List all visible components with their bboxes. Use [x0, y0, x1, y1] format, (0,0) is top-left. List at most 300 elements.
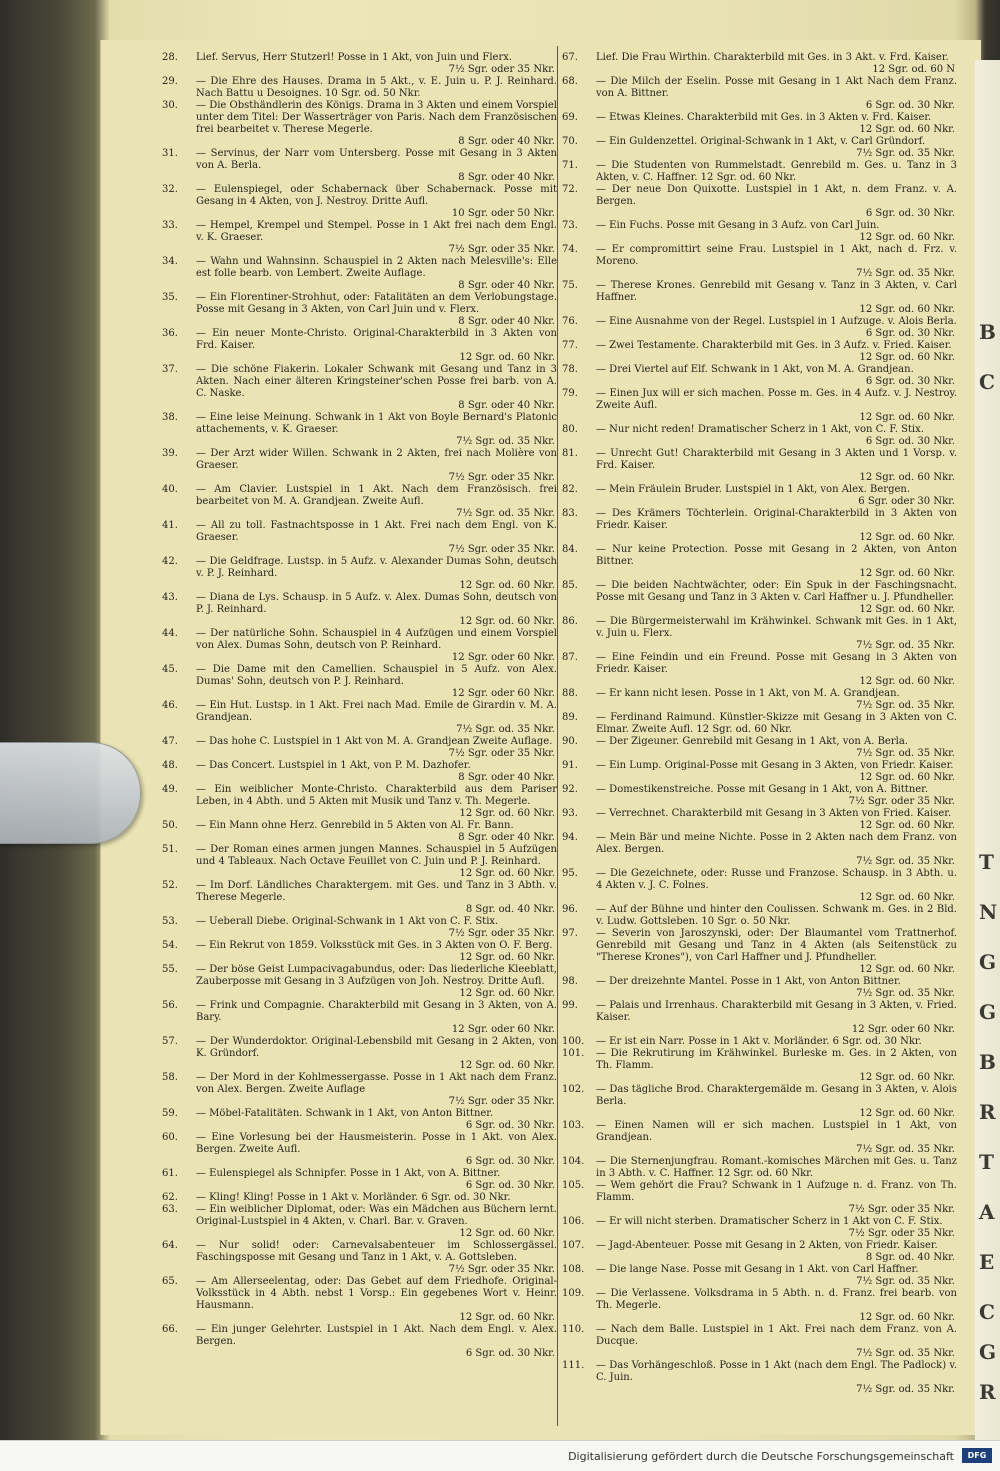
entry-number: 32. [162, 184, 178, 195]
entry-text: — Jagd-Abenteuer. Posse mit Gesang in 2 Akten, von Friedr. Kaiser. [596, 1240, 938, 1251]
strip-glyph: T [979, 850, 994, 874]
entry-number: 33. [162, 220, 178, 231]
entry-number: 110. [562, 1324, 585, 1335]
catalog-entry [162, 484, 557, 520]
entry-price: 7½ Sgr. oder 35 Nkr. [448, 544, 555, 555]
entry-price: 7½ Sgr. oder 35 Nkr. [448, 64, 555, 75]
entry-price: 7½ Sgr. od. 35 Nkr. [456, 724, 555, 735]
catalog-entry [562, 1216, 957, 1240]
entry-price: 7½ Sgr. oder 35 Nkr. [448, 1264, 555, 1275]
entry-text: Lief. Die Frau Wirthin. Charakterbild mit Ges. in 3 Akt. v. Frd. Kaiser. [596, 52, 949, 63]
entry-text: — Das hohe C. Lustspiel in 1 Akt von M. A. Grandjean Zweite Auflage. [196, 736, 553, 747]
entry-number: 58. [162, 1072, 178, 1083]
catalog-entry [562, 136, 957, 160]
catalog-entry [162, 76, 557, 100]
entry-number: 61. [162, 1168, 178, 1179]
entry-price: 10 Sgr. oder 50 Nkr. [451, 208, 555, 219]
entry-price: 8 Sgr. oder 40 Nkr. [458, 136, 555, 147]
entry-number: 56. [162, 1000, 178, 1011]
catalog-entry [162, 220, 557, 256]
catalog-entry [562, 448, 957, 484]
catalog-entry [562, 1264, 957, 1288]
catalog-entry [162, 100, 557, 148]
entry-text: — Ein Fuchs. Posse mit Gesang in 3 Aufz. von Carl Juin. [596, 220, 880, 231]
entry-number: 60. [162, 1132, 178, 1143]
catalog-entry [562, 1120, 957, 1156]
catalog-entry [162, 448, 557, 484]
catalog-entry [562, 784, 957, 808]
catalog-entry [562, 1000, 957, 1036]
entry-number: 102. [562, 1084, 585, 1095]
catalog-entry [562, 280, 957, 316]
entry-text: — Unrecht Gut! Charakterbild mit Gesang in 3 Akten und 1 Vorsp. v. Frd. Kaiser. [596, 448, 957, 471]
entry-price: 6 Sgr. od. 30 Nkr. [865, 100, 955, 111]
entry-price: 7½ Sgr. od. 35 Nkr. [456, 508, 555, 519]
entry-text: — Die Sternenjungfrau. Romant.-komisches Märchen mit Ges. u. Tanz in 3 Abth. v. C. Haffner. 12 Sgr. od. 60 Nkr. [596, 1156, 957, 1179]
catalog-entry [562, 652, 957, 688]
entry-text: — Er will nicht sterben. Dramatischer Scherz in 1 Akt von C. F. Stix. [596, 1216, 943, 1227]
entry-number: 28. [162, 52, 178, 63]
entry-text: — Hempel, Krempel und Stempel. Posse in 1 Akt frei nach dem Engl. v. K. Graeser. [196, 220, 557, 243]
entry-text: — Am Allerseelentag, oder: Das Gebet auf dem Friedhofe. Original-Volksstück in 4 Abth. nebst 1 Vorsp.: Ein gegebenes Wort v. Heinr. Hausmann. [196, 1276, 557, 1311]
entry-text: — Die Rekrutirung im Krähwinkel. Burleske m. Ges. in 2 Akten, von Th. Flamm. [596, 1048, 957, 1071]
entry-price: 8 Sgr. oder 40 Nkr. [458, 772, 555, 783]
entry-number: 85. [562, 580, 578, 591]
entry-price: 12 Sgr. od. 60 N [872, 64, 955, 75]
entry-text: — Der natürliche Sohn. Schauspiel in 4 Aufzügen und einem Vorspiel von Alex. Dumas Sohn, deutsch von P. Reinhard. [196, 628, 557, 651]
catalog-entry [562, 364, 957, 388]
catalog-entry [162, 1132, 557, 1168]
catalog-entry [162, 628, 557, 664]
entry-text: — Nur solid! oder: Carnevalsabenteuer im Schlossergässel. Faschingsposse mit Gesang und Tanz in 1 Akt, v. A. Gottsleben. [196, 1240, 557, 1263]
entry-price: 7½ Sgr. od. 35 Nkr. [856, 748, 955, 759]
entry-price: 7½ Sgr. oder 35 Nkr. [448, 928, 555, 939]
entry-text: — Das Vorhängeschloß. Posse in 1 Akt (nach dem Engl. The Padlock) v. C. Juin. [596, 1360, 957, 1383]
entry-number: 42. [162, 556, 178, 567]
entry-number: 87. [562, 652, 578, 663]
catalog-entry [562, 1240, 957, 1264]
entry-number: 70. [562, 136, 578, 147]
entry-text: — Die Ehre des Hauses. Drama in 5 Akt., v. E. Juin u. P. J. Reinhard. Nach Battu u Desoignes. 10 Sgr. od. 50 Nkr. [196, 76, 557, 99]
entry-price: 8 Sgr. oder 40 Nkr. [458, 172, 555, 183]
entry-price: 12 Sgr. od. 60 Nkr. [459, 988, 555, 999]
entry-text: — Die schöne Fiakerin. Lokaler Schwank mit Gesang und Tanz in 3 Akten. Nach einer älteren Kringsteiner'schen Posse frei barb. von A. C. Naske. [196, 364, 557, 399]
entry-text: — Mein Fräulein Bruder. Lustspiel in 1 Akt, von Alex. Bergen. [596, 484, 911, 495]
entry-text: — Die Geldfrage. Lustsp. in 5 Aufz. v. Alexander Dumas Sohn, deutsch v. P. J. Reinhard. [196, 556, 557, 579]
entry-number: 82. [562, 484, 578, 495]
entry-price: 12 Sgr. od. 60 Nkr. [859, 892, 955, 903]
entry-price: 12 Sgr. oder 60 Nkr. [451, 652, 555, 663]
entry-number: 40. [162, 484, 178, 495]
catalog-entry [562, 1288, 957, 1324]
entry-price: 12 Sgr. oder 60 Nkr. [451, 688, 555, 699]
catalog-entry [562, 220, 957, 244]
catalog-entry [562, 1084, 957, 1120]
strip-glyph: A [979, 1200, 995, 1224]
entry-price: 12 Sgr. od. 60 Nkr. [459, 952, 555, 963]
catalog-entry [162, 964, 557, 1000]
entry-text: — Diana de Lys. Schausp. in 5 Aufz. v. Alex. Dumas Sohn, deutsch von P. J. Reinhard. [196, 592, 557, 615]
catalog-entry [162, 184, 557, 220]
entry-text: — Therese Krones. Genrebild mit Gesang v. Tanz in 3 Akten, v. Carl Haffner. [596, 280, 957, 303]
dfg-logo: DFG [962, 1448, 992, 1463]
entry-text: — Der Wunderdoktor. Original-Lebensbild mit Gesang in 2 Akten, von K. Gründorf. [196, 1036, 557, 1059]
entry-number: 99. [562, 1000, 578, 1011]
entry-text: — Die lange Nase. Posse mit Gesang in 1 Akt. von Carl Haffner. [596, 1264, 919, 1275]
entry-text: — Kling! Kling! Posse in 1 Akt v. Morländer. 6 Sgr. od. 30 Nkr. [196, 1192, 511, 1203]
catalog-entry [162, 700, 557, 736]
entry-price: 12 Sgr. od. 60 Nkr. [459, 580, 555, 591]
entry-price: 12 Sgr. oder 60 Nkr. [451, 1024, 555, 1035]
entry-price: 12 Sgr. od. 60 Nkr. [859, 304, 955, 315]
entry-number: 95. [562, 868, 578, 879]
entry-text: — Ein Mann ohne Herz. Genrebild in 5 Akten von Al. Fr. Bann. [196, 820, 514, 831]
entry-number: 37. [162, 364, 178, 375]
entry-text: — Eine leise Meinung. Schwank in 1 Akt von Boyle Bernard's Platonic attachements, v. K. Graeser. [196, 412, 557, 435]
catalog-entry [162, 520, 557, 556]
entry-number: 30. [162, 100, 178, 111]
entry-price: 7½ Sgr. od. 35 Nkr. [856, 1348, 955, 1359]
entry-text: — Einen Namen will er sich machen. Lustspiel in 1 Akt, von Grandjean. [596, 1120, 957, 1143]
strip-glyph: E [979, 1250, 995, 1274]
entry-text: — Er ist ein Narr. Posse in 1 Akt v. Morländer. 6 Sgr. od. 30 Nkr. [596, 1036, 922, 1047]
entry-text: Lief. Servus, Herr Stutzerl! Posse in 1 Akt, von Juin und Flerx. [196, 52, 513, 63]
entry-number: 53. [162, 916, 178, 927]
entry-text: — Zwei Testamente. Charakterbild mit Ges. in 3 Aufz. v. Fried. Kaiser. [596, 340, 952, 351]
entry-number: 41. [162, 520, 178, 531]
entry-number: 101. [562, 1048, 585, 1059]
entry-text: — Eine Vorlesung bei der Hausmeisterin. Posse in 1 Akt. von Alex. Bergen. Zweite Aufl. [196, 1132, 557, 1155]
entry-number: 67. [562, 52, 578, 63]
entry-price: 7½ Sgr. od. 35 Nkr. [856, 1384, 955, 1395]
entry-price: 6 Sgr. od. 30 Nkr. [465, 1156, 555, 1167]
entry-price: 6 Sgr. od. 30 Nkr. [465, 1348, 555, 1359]
entry-price: 6 Sgr. od. 30 Nkr. [865, 208, 955, 219]
entry-text: — Möbel-Fatalitäten. Schwank in 1 Akt, von Anton Bittner. [196, 1108, 494, 1119]
entry-number: 94. [562, 832, 578, 843]
entry-text: — Severin von Jaroszynski, oder: Der Blaumantel vom Trattnerhof. Genrebild mit Gesang und Tanz in 4 Akten (als Seitenstück zu "Therese Krones"), von Carl Haffner und J. Pfundheller. [596, 928, 957, 963]
entry-price: 6 Sgr. od. 30 Nkr. [465, 1180, 555, 1191]
entry-text: — Im Dorf. Ländliches Charaktergem. mit Ges. und Tanz in 3 Abth. v. Therese Megerle. [196, 880, 557, 903]
bookmark-tab [0, 742, 141, 844]
entry-price: 8 Sgr. oder 40 Nkr. [458, 400, 555, 411]
catalog-entry [162, 760, 557, 784]
catalog-entry [562, 76, 957, 112]
catalog-entry [162, 292, 557, 328]
strip-glyph: C [979, 370, 995, 394]
catalog-entry [162, 844, 557, 880]
entry-price: 8 Sgr. od. 40 Nkr. [465, 904, 555, 915]
catalog-entry [162, 592, 557, 628]
entry-text: — Ein Lump. Original-Posse mit Gesang in 3 Akten, von Friedr. Kaiser. [596, 760, 954, 771]
catalog-entry [562, 976, 957, 1000]
entry-price: 7½ Sgr. oder 35 Nkr. [448, 244, 555, 255]
catalog-entry [562, 928, 957, 976]
entry-number: 45. [162, 664, 178, 675]
entry-price: 6 Sgr. od. 30 Nkr. [865, 376, 955, 387]
entry-text: — Eine Feindin und ein Freund. Posse mit Gesang in 3 Akten von Friedr. Kaiser. [596, 652, 957, 675]
entry-price: 6 Sgr. od. 30 Nkr. [465, 1120, 555, 1131]
entry-price: 12 Sgr. od. 60 Nkr. [859, 1108, 955, 1119]
catalog-entry [162, 1240, 557, 1276]
right-column [562, 52, 957, 1396]
entry-text: — Der Mord in der Kohlmessergasse. Posse in 1 Akt nach dem Franz. von Alex. Bergen. Zweite Auflage [196, 1072, 557, 1095]
catalog-entry [162, 412, 557, 448]
entry-price: 7½ Sgr. oder 35 Nkr. [448, 472, 555, 483]
entry-number: 63. [162, 1204, 178, 1215]
entry-number: 107. [562, 1240, 585, 1251]
entry-text: — Einen Jux will er sich machen. Posse m. Ges. in 4 Aufz. v. J. Nestroy. Zweite Aufl. [596, 388, 957, 411]
entry-text: — Die Dame mit den Camellien. Schauspiel in 5 Aufz. von Alex. Dumas' Sohn, deutsch von P. J. Reinhard. [196, 664, 557, 687]
entry-price: 6 Sgr. oder 30 Nkr. [858, 496, 955, 507]
strip-glyph: B [979, 1050, 996, 1074]
entry-text: — Ein Rekrut von 1859. Volksstück mit Ges. in 3 Akten von O. F. Berg. [196, 940, 553, 951]
entry-price: 12 Sgr. od. 60 Nkr. [859, 676, 955, 687]
entry-text: — Der böse Geist Lumpacivagabundus, oder: Das liederliche Kleeblatt, Zauberposse mit Gesang in 3 Aufzügen von Joh. Nestroy. Dritte Aufl. [196, 964, 557, 987]
entry-text: — Domestikenstreiche. Posse mit Gesang in 1 Akt, von A. Bittner. [596, 784, 929, 795]
catalog-entry [562, 712, 957, 736]
entry-number: 103. [562, 1120, 585, 1131]
catalog-entry [162, 364, 557, 412]
entry-price: 12 Sgr. od. 60 Nkr. [859, 1072, 955, 1083]
entry-text: — Wahn und Wahnsinn. Schauspiel in 2 Akten nach Melesville's: Elle est folle bearb. von Lembert. Zweite Auflage. [196, 256, 557, 279]
catalog-entry [162, 664, 557, 700]
entry-text: — Mein Bär und meine Nichte. Posse in 2 Akten nach dem Franz. von Alex. Bergen. [596, 832, 957, 855]
entry-price: 12 Sgr. od. 60 Nkr. [859, 472, 955, 483]
column-divider [557, 46, 558, 1426]
entry-text: — Die Milch der Eselin. Posse mit Gesang in 1 Akt Nach dem Franz. von A. Bittner. [596, 76, 957, 99]
entry-number: 84. [562, 544, 578, 555]
entry-price: 12 Sgr. od. 60 Nkr. [859, 772, 955, 783]
entry-text: — Des Krämers Töchterlein. Original-Charakterbild in 3 Akten von Friedr. Kaiser. [596, 508, 957, 531]
entry-price: 7½ Sgr. oder 35 Nkr. [448, 1096, 555, 1107]
catalog-entry [562, 316, 957, 340]
entry-number: 88. [562, 688, 578, 699]
catalog-entry [162, 784, 557, 820]
entry-text: — Ein Florentiner-Strohhut, oder: Fatalitäten an dem Verlobungstage. Posse mit Gesang in 3 Akten, von Carl Juin und v. Flerx. [196, 292, 557, 315]
entry-number: 50. [162, 820, 178, 831]
entry-price: 12 Sgr. od. 60 Nkr. [459, 1060, 555, 1071]
entry-price: 7½ Sgr. od. 35 Nkr. [856, 856, 955, 867]
entry-text: — Die Verlassene. Volksdrama in 5 Abth. n. d. Franz. frei bearb. von Th. Megerle. [596, 1288, 957, 1311]
catalog-entry [562, 484, 957, 508]
entry-price: 12 Sgr. od. 60 Nkr. [859, 232, 955, 243]
entry-price: 12 Sgr. od. 60 Nkr. [459, 868, 555, 879]
catalog-entry [162, 880, 557, 916]
entry-text: — Das tägliche Brod. Charaktergemälde m. Gesang in 3 Akten, v. Alois Berla. [596, 1084, 957, 1107]
catalog-entry [562, 388, 957, 424]
entry-number: 34. [162, 256, 178, 267]
entry-price: 6 Sgr. od. 30 Nkr. [865, 328, 955, 339]
entry-number: 80. [562, 424, 578, 435]
entry-text: — Ueberall Diebe. Original-Schwank in 1 Akt von C. F. Stix. [196, 916, 499, 927]
adjacent-page-strip [975, 60, 1000, 1440]
entry-text: — Ein weiblicher Diplomat, oder: Was ein Mädchen aus Büchern lernt. Original-Lustspiel in 4 Akten, v. Charl. Bar. v. Graven. [196, 1204, 557, 1227]
catalog-entry [562, 868, 957, 904]
strip-glyph: G [979, 1000, 997, 1024]
entry-number: 73. [562, 220, 578, 231]
entry-price: 12 Sgr. od. 60 Nkr. [859, 412, 955, 423]
catalog-entry [562, 508, 957, 544]
entry-number: 79. [562, 388, 578, 399]
catalog-entry [162, 1276, 557, 1324]
entry-text: — Die Gezeichnete, oder: Russe und Franzose. Schausp. in 3 Abth. u. 4 Akten v. J. C. Folnes. [596, 868, 957, 891]
strip-glyph: N [979, 900, 998, 924]
entry-text: — Nur nicht reden! Dramatischer Scherz in 1 Akt, von C. F. Stix. [596, 424, 924, 435]
entry-text: — Der neue Don Quixotte. Lustspiel in 1 Akt, n. dem Franz. v. A. Bergen. [596, 184, 957, 207]
footer-credit: Digitalisierung gefördert durch die Deutsche Forschungsgemeinschaft [568, 1450, 954, 1463]
catalog-entry [162, 736, 557, 760]
entry-text: — Ferdinand Raimund. Künstler-Skizze mit Gesang in 3 Akten von C. Elmar. Zweite Aufl. 12 Sgr. od. 60 Nkr. [596, 712, 957, 735]
entry-number: 52. [162, 880, 178, 891]
catalog-entry [162, 1204, 557, 1240]
catalog-entry [162, 328, 557, 364]
entry-price: 12 Sgr. od. 60 Nkr. [859, 820, 955, 831]
entry-number: 62. [162, 1192, 178, 1203]
entry-text: — Servinus, der Narr vom Untersberg. Posse mit Gesang in 3 Akten von A. Berla. [196, 148, 557, 171]
entry-number: 29. [162, 76, 178, 87]
entry-price: 7½ Sgr. od. 35 Nkr. [856, 988, 955, 999]
strip-glyph: B [979, 320, 996, 344]
entry-price: 8 Sgr. od. 40 Nkr. [865, 1252, 955, 1263]
catalog-entry [562, 688, 957, 712]
entry-number: 55. [162, 964, 178, 975]
catalog-entry [562, 112, 957, 136]
catalog-entry [562, 52, 957, 76]
catalog-entry [162, 556, 557, 592]
catalog-entry [162, 1000, 557, 1036]
entry-number: 106. [562, 1216, 585, 1227]
entry-text: — Drei Viertel auf Elf. Schwank in 1 Akt, von M. A. Grandjean. [596, 364, 914, 375]
entry-text: — Die Obsthändlerin des Königs. Drama in 3 Akten und einem Vorspiel unter dem Titel: Der Wasserträger von Paris. Nach dem Französischen frei bearbeitet v. Therese Megerle. [196, 100, 557, 135]
entry-number: 31. [162, 148, 178, 159]
strip-glyph: R [979, 1380, 996, 1404]
entry-text: — Eine Ausnahme von der Regel. Lustspiel in 1 Aufzuge. v. Alois Berla. [596, 316, 957, 327]
left-column [162, 52, 557, 1360]
entry-number: 65. [162, 1276, 178, 1287]
entry-price: 7½ Sgr. oder 35 Nkr. [848, 1204, 955, 1215]
entry-number: 81. [562, 448, 578, 459]
entry-text: — Eulenspiegel, oder Schabernack über Schabernack. Posse mit Gesang in 4 Akten, von J. Nestroy. Dritte Aufl. [196, 184, 557, 207]
catalog-entry [562, 424, 957, 448]
entry-number: 77. [562, 340, 578, 351]
entry-price: 7½ Sgr. od. 35 Nkr. [856, 148, 955, 159]
entry-number: 76. [562, 316, 578, 327]
catalog-entry [162, 820, 557, 844]
entry-price: 6 Sgr. od. 30 Nkr. [865, 436, 955, 447]
entry-price: 8 Sgr. oder 40 Nkr. [458, 832, 555, 843]
catalog-entry [562, 184, 957, 220]
entry-text: — Wem gehört die Frau? Schwank in 1 Aufzuge n. d. Franz. von Th. Flamm. [596, 1180, 957, 1203]
strip-glyph: R [979, 1100, 996, 1124]
entry-text: — Er kann nicht lesen. Posse in 1 Akt, von M. A. Grandjean. [596, 688, 900, 699]
entry-number: 44. [162, 628, 178, 639]
entry-number: 92. [562, 784, 578, 795]
entry-price: 12 Sgr. od. 60 Nkr. [459, 1312, 555, 1323]
catalog-entry [162, 1324, 557, 1360]
footer-bar [0, 1440, 1000, 1471]
catalog-entry [162, 1036, 557, 1072]
strip-glyph: T [979, 1150, 994, 1174]
entry-text: — Ein junger Gelehrter. Lustspiel in 1 Akt. Nach dem Engl. v. Alex. Bergen. [196, 1324, 557, 1347]
entry-text: — Auf der Bühne und hinter den Coulissen. Schwank m. Ges. in 2 Bld. v. Ludw. Gottsleben. 10 Sgr. o. 50 Nkr. [596, 904, 957, 927]
entry-number: 51. [162, 844, 178, 855]
entry-number: 96. [562, 904, 578, 915]
entry-text: — Die Studenten von Rummelstadt. Genrebild m. Ges. u. Tanz in 3 Akten, v. C. Haffner. 12 Sgr. od. 60 Nkr. [596, 160, 957, 183]
entry-number: 38. [162, 412, 178, 423]
entry-number: 100. [562, 1036, 585, 1047]
catalog-entry [562, 1180, 957, 1216]
catalog-entry [562, 760, 957, 784]
entry-price: 12 Sgr. od. 60 Nkr. [859, 124, 955, 135]
entry-number: 83. [562, 508, 578, 519]
entry-text: — Der Arzt wider Willen. Schwank in 2 Akten, frei nach Molière von Graeser. [196, 448, 557, 471]
entry-number: 39. [162, 448, 178, 459]
catalog-entry [162, 1192, 557, 1204]
entry-price: 8 Sgr. oder 40 Nkr. [458, 316, 555, 327]
entry-price: 12 Sgr. od. 60 Nkr. [859, 964, 955, 975]
entry-number: 86. [562, 616, 578, 627]
entry-text: — Der Roman eines armen jungen Mannes. Schauspiel in 5 Aufzügen und 4 Tableaux. Nach Octave Feuillet von C. Juin und P. J. Reinhard. [196, 844, 557, 867]
entry-number: 72. [562, 184, 578, 195]
entry-price: 8 Sgr. oder 40 Nkr. [458, 280, 555, 291]
entry-number: 89. [562, 712, 578, 723]
entry-text: — Nach dem Balle. Lustspiel in 1 Akt. Frei nach dem Franz. von A. Ducque. [596, 1324, 957, 1347]
catalog-entry [162, 1072, 557, 1108]
entry-number: 35. [162, 292, 178, 303]
entry-number: 91. [562, 760, 578, 771]
strip-glyph: G [979, 950, 997, 974]
entry-number: 78. [562, 364, 578, 375]
catalog-entry [162, 148, 557, 184]
entry-text: — Eulenspiegel als Schnipfer. Posse in 1 Akt, von A. Bittner. [196, 1168, 501, 1179]
entry-number: 111. [562, 1360, 585, 1371]
entry-price: 12 Sgr. od. 60 Nkr. [859, 532, 955, 543]
catalog-entry [562, 832, 957, 868]
entry-text: — Ein Guldenzettel. Original-Schwank in 1 Akt, v. Carl Gründorf. [596, 136, 926, 147]
entry-number: 36. [162, 328, 178, 339]
entry-price: 7½ Sgr. od. 35 Nkr. [856, 640, 955, 651]
entry-text: — Ein neuer Monte-Christo. Original-Charakterbild in 3 Akten von Frd. Kaiser. [196, 328, 557, 351]
entry-number: 75. [562, 280, 578, 291]
entry-number: 47. [162, 736, 178, 747]
entry-price: 7½ Sgr. od. 35 Nkr. [856, 700, 955, 711]
entry-number: 57. [162, 1036, 178, 1047]
entry-number: 54. [162, 940, 178, 951]
entry-number: 93. [562, 808, 578, 819]
entry-number: 108. [562, 1264, 585, 1275]
catalog-entry [562, 160, 957, 184]
entry-text: — Er compromittirt seine Frau. Lustspiel in 1 Akt, nach d. Frz. v. Moreno. [596, 244, 957, 267]
catalog-entry [562, 1324, 957, 1360]
catalog-entry [162, 1168, 557, 1192]
entry-number: 105. [562, 1180, 585, 1191]
entry-text: — Die beiden Nachtwächter, oder: Ein Spuk in der Faschingsnacht. Posse mit Gesang und Tanz in 3 Akten v. Carl Haffner u. J. Pfundheller. [596, 580, 957, 603]
entry-number: 104. [562, 1156, 585, 1167]
entry-text: — Frink und Compagnie. Charakterbild mit Gesang in 3 Akten, von A. Bary. [196, 1000, 557, 1023]
entry-number: 109. [562, 1288, 585, 1299]
entry-price: 12 Sgr. od. 60 Nkr. [859, 1312, 955, 1323]
entry-text: — Der dreizehnte Mantel. Posse in 1 Akt, von Anton Bittner. [596, 976, 901, 987]
catalog-entry [562, 340, 957, 364]
entry-number: 59. [162, 1108, 178, 1119]
catalog-entry [562, 904, 957, 928]
entry-text: — Ein Hut. Lustsp. in 1 Akt. Frei nach Mad. Emile de Girardin v. M. A. Grandjean. [196, 700, 557, 723]
entry-number: 98. [562, 976, 578, 987]
entry-number: 43. [162, 592, 178, 603]
entry-text: — Verrechnet. Charakterbild mit Gesang in 3 Akten von Fried. Kaiser. [596, 808, 952, 819]
catalog-entry [562, 616, 957, 652]
